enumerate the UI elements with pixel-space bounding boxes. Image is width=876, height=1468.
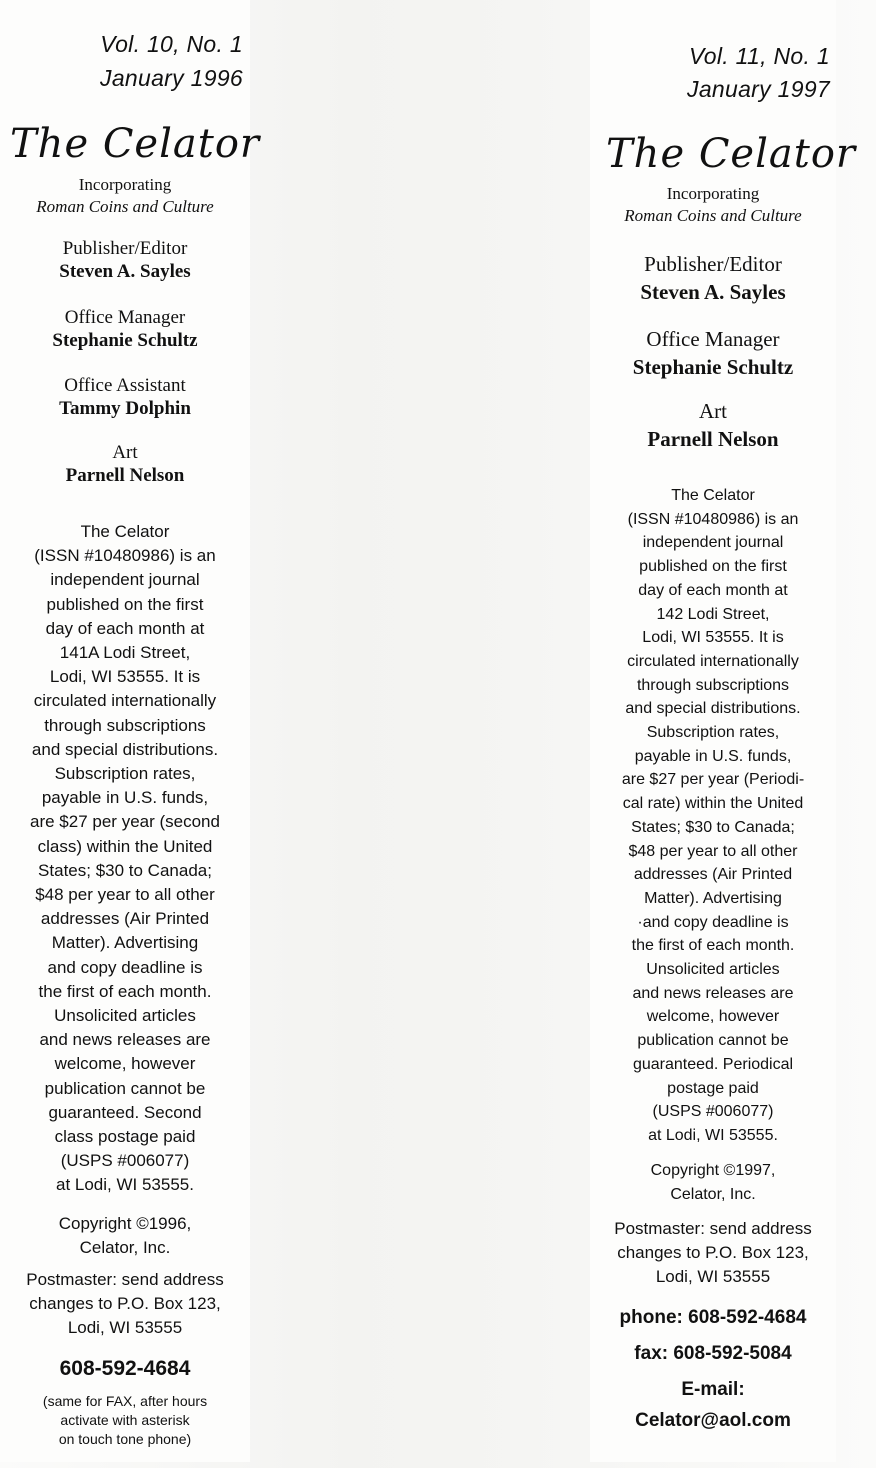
phone-number: phone: 608-592-4684	[619, 1307, 807, 1328]
staff-role: Art	[112, 442, 138, 463]
phone-number: 608-592-4684	[59, 1357, 191, 1380]
notice-line: Lodi, WI 53555. It is	[642, 629, 784, 647]
notice-line: are $27 per year (Periodi-	[621, 771, 805, 789]
notice-line: guaranteed. Periodical	[632, 1055, 794, 1073]
volume-number: Vol. 10, No. 1	[100, 31, 243, 57]
copyright-notice	[0, 1212, 250, 1260]
incorporating-note	[0, 174, 250, 218]
masthead-column-1997	[590, 0, 857, 1462]
notice-line: States; $30 to Canada;	[38, 860, 212, 880]
notice-line: welcome, however	[646, 1008, 780, 1026]
postmaster-line: Postmaster: send address	[614, 1219, 812, 1238]
masthead-title: The Celator	[606, 131, 857, 177]
staff-name: Tammy Dolphin	[59, 398, 191, 419]
notice-line: payable in U.S. funds,	[634, 747, 792, 765]
staff-entry	[0, 441, 250, 488]
email-label: E-mail:	[681, 1379, 745, 1400]
notice-line: publication cannot be	[44, 1078, 206, 1098]
notice-line: class postage paid	[54, 1127, 196, 1147]
staff-name: Steven A. Sayles	[640, 280, 786, 304]
notice-line: 142 Lodi Street,	[656, 605, 770, 623]
notice-line: $48 per year to all other	[628, 842, 798, 860]
notice-line: the first of each month.	[38, 981, 212, 1001]
notice-line: and special distributions.	[625, 700, 801, 718]
notice-line: The Celator	[80, 522, 170, 541]
notice-line: Matter). Advertising	[51, 933, 199, 953]
notice-line: at Lodi, WI 53555.	[56, 1175, 194, 1195]
incorporating-title: Roman Coins and Culture	[36, 197, 214, 216]
staff-role: Publisher/Editor	[62, 238, 188, 259]
notice-line: (USPS #006077)	[652, 1103, 774, 1121]
notice-line: States; $30 to Canada;	[631, 818, 795, 836]
staff-name: Stephanie Schultz	[632, 355, 794, 379]
copyright-line: Celator, Inc.	[670, 1185, 756, 1203]
notice-line: guaranteed. Second	[48, 1102, 202, 1122]
notice-line: $48 per year to all other	[35, 885, 215, 905]
staff-entry	[0, 374, 250, 421]
notice-line: (ISSN #10480986) is an	[34, 546, 216, 566]
postmaster-line: Lodi, WI 53555	[655, 1267, 771, 1287]
notice-line: postage paid	[667, 1079, 759, 1097]
email-address: Celator@aol.com	[635, 1410, 791, 1431]
copyright-notice	[590, 1159, 836, 1206]
staff-entry	[590, 251, 836, 306]
incorporating-title: Roman Coins and Culture	[624, 206, 802, 225]
notice-line: ·and copy deadline is	[637, 913, 789, 931]
notice-line: Subscription rates,	[646, 724, 780, 742]
notice-line: Matter). Advertising	[644, 889, 782, 907]
notice-line: (ISSN #10480986) is an	[627, 510, 799, 528]
postmaster-line: changes to P.O. Box 123,	[617, 1243, 809, 1263]
staff-role: Office Manager	[64, 307, 186, 328]
copyright-line: Copyright ©1996,	[58, 1214, 192, 1233]
staff-role: Art	[699, 399, 727, 423]
incorporating-label: Incorporating	[666, 184, 760, 203]
notice-line: Unsolicited articles	[54, 1006, 196, 1026]
phone-note-line: (same for FAX, after hours	[42, 1393, 208, 1409]
staff-entry	[590, 398, 836, 453]
notice-line: Unsolicited articles	[646, 961, 780, 979]
notice-line: welcome, however	[54, 1054, 196, 1074]
publication-notice	[0, 520, 250, 1198]
notice-line: payable in U.S. funds,	[41, 788, 209, 808]
notice-line: independent journal	[642, 534, 784, 552]
contact-details	[590, 1302, 836, 1436]
staff-role: Office Manager	[646, 327, 780, 351]
staff-name: Steven A. Sayles	[59, 261, 191, 282]
notice-line: through subscriptions	[636, 676, 790, 694]
notice-line: (USPS #006077)	[60, 1151, 190, 1171]
notice-line: published on the first	[639, 558, 787, 576]
incorporating-label: Incorporating	[78, 175, 172, 194]
postmaster-notice	[590, 1217, 836, 1290]
notice-line: published on the first	[46, 594, 204, 614]
staff-entry	[590, 326, 836, 381]
publication-notice	[590, 484, 836, 1148]
notice-line: and special distributions.	[31, 739, 219, 759]
notice-line: are $27 per year (second	[30, 812, 220, 832]
issue-date: January 1996	[100, 65, 243, 91]
notice-line: Subscription rates,	[54, 764, 196, 784]
fax-number: fax: 608-592-5084	[634, 1343, 792, 1364]
staff-entry	[0, 306, 250, 353]
notice-line: at Lodi, WI 53555.	[648, 1126, 778, 1144]
notice-line: circulated internationally	[33, 691, 217, 711]
staff-name: Parnell Nelson	[647, 427, 779, 451]
postmaster-line: changes to P.O. Box 123,	[29, 1294, 221, 1314]
postmaster-notice	[0, 1268, 250, 1341]
notice-line: 141A Lodi Street,	[59, 643, 191, 663]
notice-line: addresses (Air Printed	[40, 909, 210, 929]
incorporating-note	[590, 183, 836, 227]
staff-name: Stephanie Schultz	[52, 330, 198, 351]
notice-line: cal rate) within the United	[622, 795, 804, 813]
notice-line: through subscriptions	[44, 715, 206, 735]
notice-line: The Celator	[671, 487, 755, 504]
staff-name: Parnell Nelson	[65, 465, 185, 486]
copyright-line: Celator, Inc.	[79, 1238, 171, 1258]
notice-line: and news releases are	[39, 1030, 211, 1050]
phone-note	[0, 1392, 250, 1449]
issue-date: January 1997	[687, 76, 830, 102]
notice-line: independent journal	[50, 570, 200, 590]
staff-role: Office Assistant	[64, 375, 186, 396]
copyright-line: Copyright ©1997,	[650, 1162, 776, 1179]
notice-line: class) within the United	[37, 836, 213, 856]
volume-number: Vol. 11, No. 1	[689, 43, 830, 69]
notice-line: addresses (Air Printed	[633, 866, 793, 884]
masthead-column-1996	[0, 0, 261, 1462]
postmaster-line: Lodi, WI 53555	[67, 1318, 183, 1338]
masthead-title: The Celator	[10, 121, 261, 167]
phone-note-line: on touch tone phone)	[58, 1431, 192, 1447]
notice-line: and copy deadline is	[47, 957, 203, 977]
postmaster-line: Postmaster: send address	[26, 1270, 224, 1289]
notice-line: publication cannot be	[637, 1032, 789, 1050]
notice-line: day of each month at	[45, 618, 205, 638]
notice-line: and news releases are	[632, 984, 794, 1002]
phone-note-line: activate with asterisk	[60, 1412, 190, 1428]
notice-line: the first of each month.	[631, 937, 795, 955]
staff-entry	[0, 237, 250, 284]
notice-line: day of each month at	[638, 581, 788, 599]
staff-role: Publisher/Editor	[644, 252, 782, 276]
notice-line: Lodi, WI 53555. It is	[49, 667, 201, 687]
notice-line: circulated internationally	[627, 652, 799, 670]
